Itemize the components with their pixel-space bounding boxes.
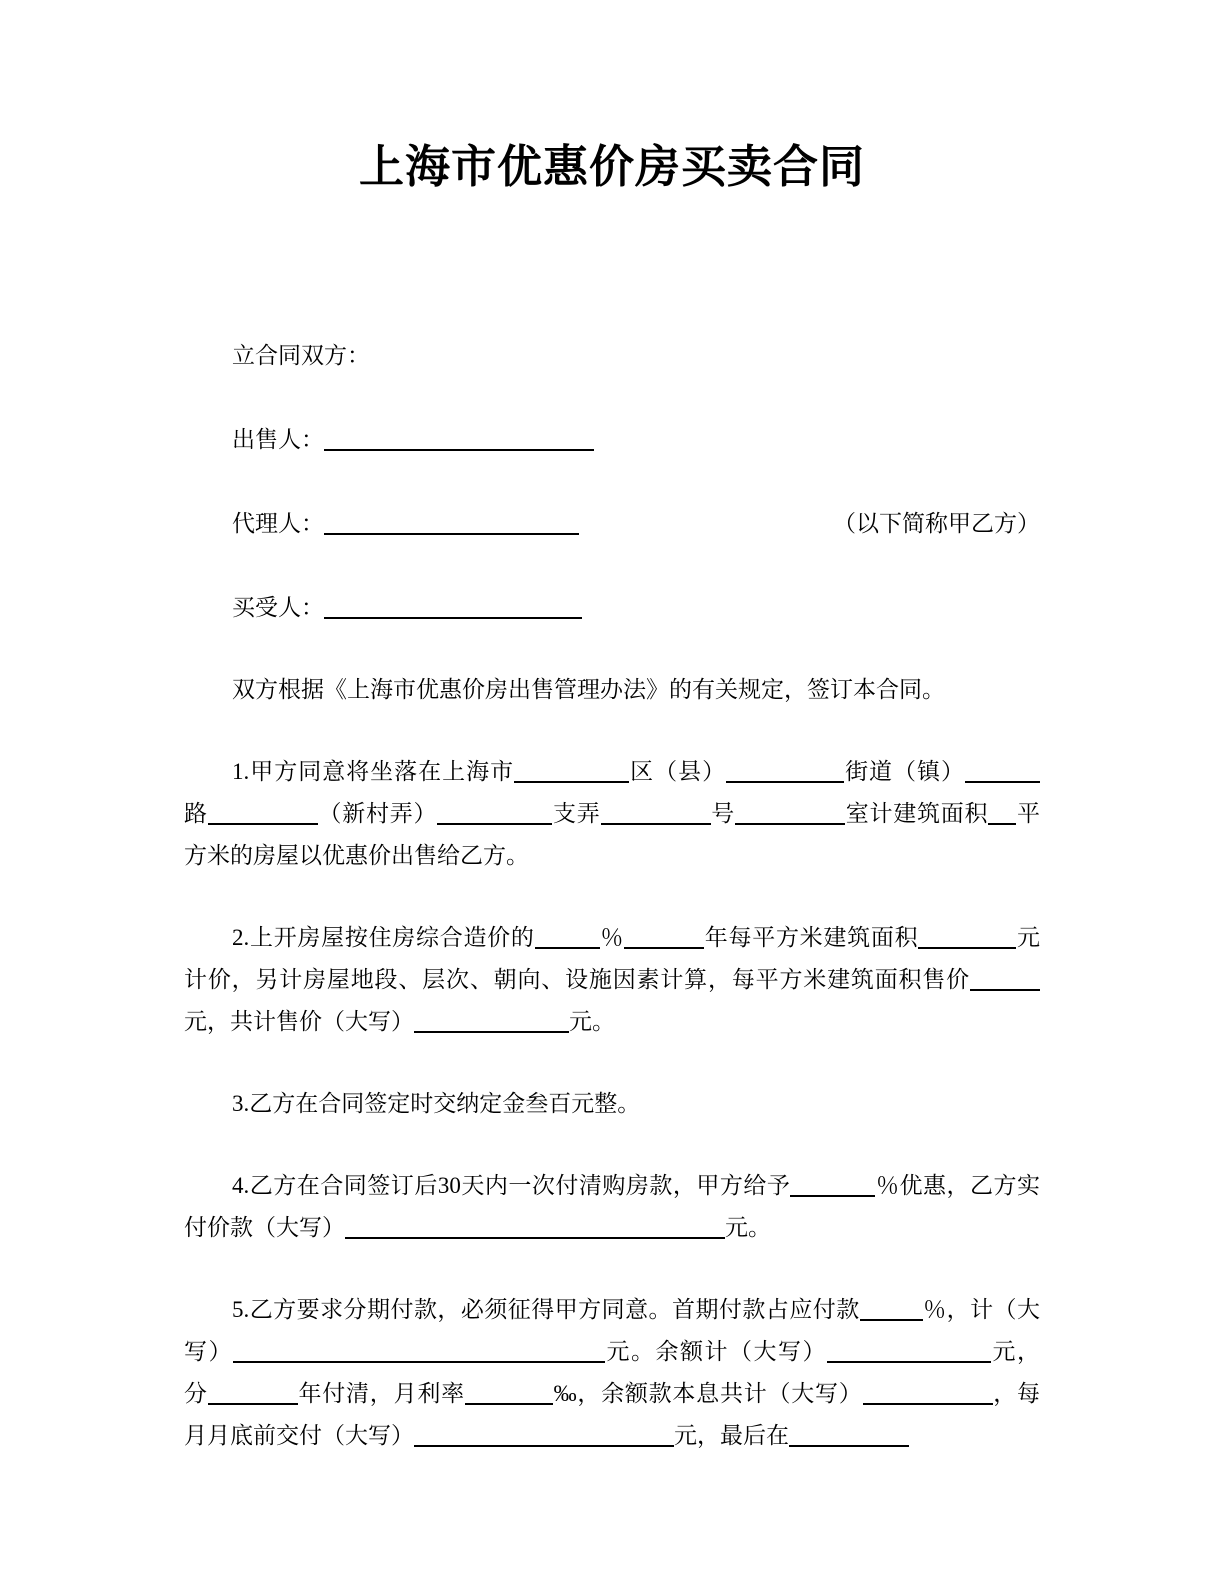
text-run: ％优惠，乙方实付价款（大写） <box>184 1173 1041 1240</box>
text-run: 4.乙方在合同签订后30天内一次付清购房款，甲方给予 <box>232 1173 791 1198</box>
blank-field <box>465 1403 553 1405</box>
text-run: ％ <box>599 925 625 950</box>
clause-5 <box>184 1289 1040 1457</box>
text-run: 元。 <box>725 1215 771 1240</box>
blank-field <box>324 449 594 451</box>
text-run: 年付清，月利率 <box>297 1381 465 1406</box>
buyer-line <box>184 587 1040 629</box>
document-title: 上海市优惠价房买卖合同 <box>358 141 865 192</box>
agent-label-and-blank <box>232 503 579 545</box>
text-run: 代理人： <box>232 511 324 536</box>
blank-field <box>208 1403 298 1405</box>
text-run: ‰，余额款本息共计（大写） <box>552 1381 863 1406</box>
parties-intro <box>184 335 1040 377</box>
blank-field <box>324 533 579 535</box>
text-run: 5.乙方要求分期付款，必须征得甲方同意。首期付款占应付款 <box>232 1297 860 1322</box>
blank-field <box>345 1237 725 1239</box>
text-run: 元。 <box>569 1009 615 1034</box>
text-run: 元，共计售价（大写） <box>184 1009 414 1034</box>
blank-field <box>726 781 844 783</box>
text-run: 元，分 <box>184 1339 1040 1406</box>
text-run: 1.甲方同意将坐落在上海市 <box>232 759 515 784</box>
text-run: 年每平方米建筑面积 <box>704 925 919 950</box>
text-run: 3.乙方在合同签定时交纳定金叁百元整。 <box>232 1091 641 1116</box>
blank-field <box>535 947 600 949</box>
clause-4 <box>184 1165 1040 1249</box>
blank-field <box>233 1361 605 1363</box>
text-run: 平方米的房屋以优惠价出售给乙方。 <box>184 801 1040 868</box>
blank-field <box>624 947 704 949</box>
blank-field <box>437 823 552 825</box>
clause-3 <box>184 1083 1040 1125</box>
blank-field <box>988 823 1016 825</box>
text-run: 买受人： <box>232 595 324 620</box>
text-run: 路 <box>184 801 208 826</box>
blank-field <box>735 823 845 825</box>
text-run: ％，计（大写） <box>184 1297 1041 1364</box>
text-run: 号 <box>710 801 735 826</box>
blank-field <box>827 1361 991 1363</box>
blank-field <box>514 781 629 783</box>
text-run: 区（县） <box>629 759 727 784</box>
blank-field <box>860 1319 923 1321</box>
blank-field <box>324 617 582 619</box>
text-run: 室计建筑面积 <box>845 801 989 826</box>
seller-line <box>184 419 1040 461</box>
blank-field <box>965 781 1040 783</box>
blank-field <box>601 823 711 825</box>
clause-1 <box>184 751 1040 877</box>
blank-field <box>208 823 318 825</box>
blank-field <box>414 1445 674 1447</box>
blank-field <box>789 1445 909 1447</box>
text-run: ，每月月底前交付（大写） <box>184 1381 1041 1448</box>
preamble <box>184 669 1040 711</box>
blank-field <box>863 1403 993 1405</box>
text-run: 2.上开房屋按住房综合造价的 <box>232 925 535 950</box>
blank-field <box>918 947 1016 949</box>
text-run: 元，最后在 <box>674 1423 789 1448</box>
text-run: 元。余额计（大写） <box>605 1339 827 1364</box>
text-run: 双方根据《上海市优惠价房出售管理办法》的有关规定，签订本合同。 <box>232 677 945 702</box>
blank-field <box>790 1195 875 1197</box>
blank-field <box>970 989 1040 991</box>
text-run: 支弄 <box>552 801 601 826</box>
text-run: 立合同双方： <box>232 343 370 368</box>
agent-note: （以下简称甲乙方） <box>833 511 1040 536</box>
text-run: （新村弄） <box>317 801 438 826</box>
clause-2 <box>184 917 1040 1043</box>
text-run: 街道（镇） <box>844 759 966 784</box>
text-run: 出售人： <box>232 427 324 452</box>
agent-line <box>184 503 1040 545</box>
text-run: 元计价，另计房屋地段、层次、朝向、设施因素计算，每平方米建筑面积售价 <box>184 925 1041 992</box>
blank-field <box>414 1031 569 1033</box>
